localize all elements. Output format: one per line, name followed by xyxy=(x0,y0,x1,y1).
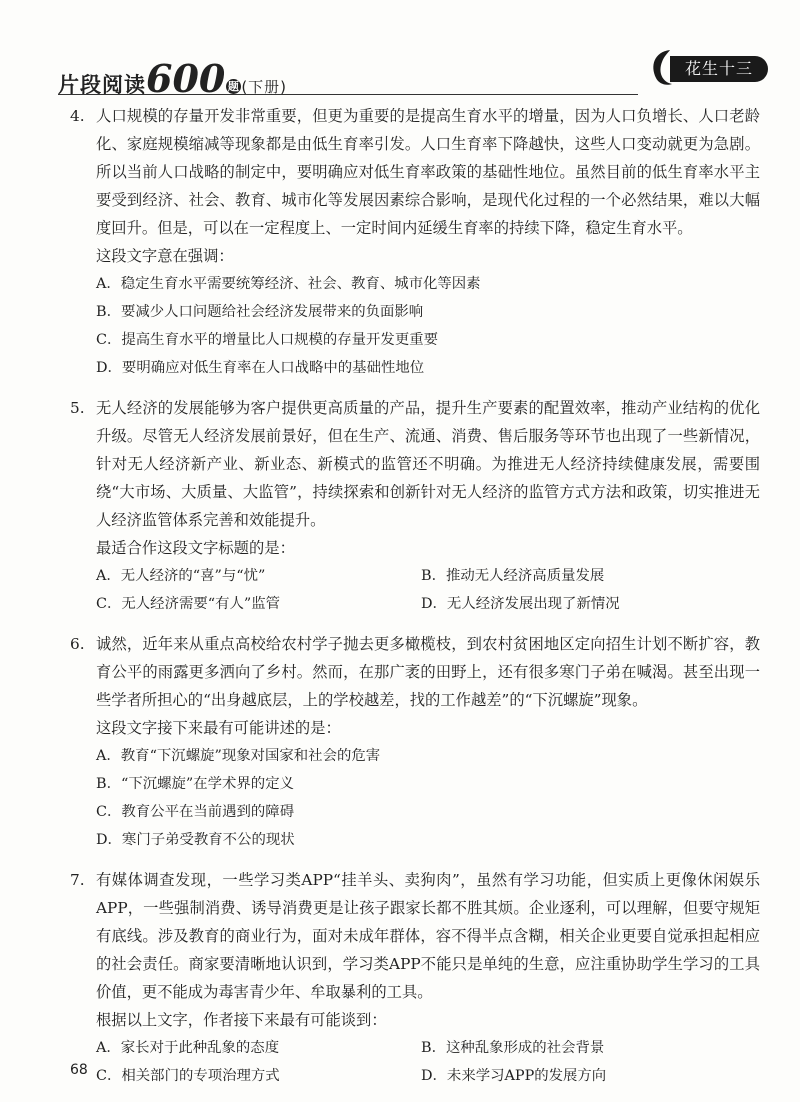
option-a[interactable]: A．稳定生育水平需要统筹经济、社会、教育、城市化等因素 xyxy=(96,276,481,292)
question-5 xyxy=(70,394,760,618)
question-body xyxy=(70,866,760,1006)
question-prompt: 这段文字接下来最有可能讲述的是： xyxy=(96,719,341,737)
question-text: 诚然，近年来从重点高校给农村学子抛去更多橄榄枝，到农村贫困地区定向招生计划不断扩容，教育公平的雨露更多洒向了乡村。然而，在那广袤的田野上，还有很多寒门子弟在喊渴。甚至出现一些学者所担心的“出身越底层，上的学校越差，找的工作越差”的“下沉螺旋”现象。 xyxy=(96,635,760,709)
option-c[interactable]: C．提高生育水平的增量比人口规模的存量开发更重要 xyxy=(96,332,438,348)
option-b[interactable]: B．推动无人经济高质量发展 xyxy=(421,568,605,584)
page-header xyxy=(58,38,770,101)
page-number: 68 xyxy=(70,1062,88,1078)
question-body xyxy=(70,394,760,534)
question-6 xyxy=(70,630,760,854)
option-c[interactable]: C．教育公平在当前遇到的障碍 xyxy=(96,804,295,820)
option-b[interactable]: B．这种乱象形成的社会背景 xyxy=(421,1040,605,1056)
option-b[interactable]: B．“下沉螺旋”在学术界的定义 xyxy=(96,776,294,792)
book-title-number: 600 xyxy=(146,56,226,101)
option-a[interactable]: A．家长对于此种乱象的态度 xyxy=(96,1040,280,1056)
question-prompt: 这段文字意在强调： xyxy=(96,247,234,265)
option-row xyxy=(70,1062,760,1090)
question-text: 人口规模的存量开发非常重要，但更为重要的是提高生育水平的增量，因为人口负增长、人口老龄化、家庭规模缩减等现象都是由低生育率引发。人口生育率下降越快，这些人口变动就更为急剧。所以当前人口战略的制定中，要明确应对低生育率政策的基础性地位。虽然目前的低生育率水平主要受到经济、社会、教育、城市化等发展因素综合影响，是现代化过程的一个必然结果，难以大幅度回升。但是，可以在一定程度上、一定时间内延缓生育率的持续下降，稳定生育水平。 xyxy=(96,107,760,237)
brand-logo xyxy=(648,48,770,88)
option-b[interactable]: B．要减少人口问题给社会经济发展带来的负面影响 xyxy=(96,304,424,320)
book-title-ti: 题 xyxy=(227,80,240,93)
option-a[interactable]: A．教育“下沉螺旋”现象对国家和社会的危害 xyxy=(96,748,381,764)
option-d[interactable]: D．寒门子弟受教育不公的现状 xyxy=(96,832,295,848)
question-7 xyxy=(70,866,760,1090)
option-d[interactable]: D．无人经济发展出现了新情况 xyxy=(421,596,620,612)
option-d[interactable]: D．要明确应对低生育率在人口战略中的基础性地位 xyxy=(96,360,425,376)
book-title-prefix: 片段阅读 xyxy=(58,73,146,97)
option-a[interactable]: A．无人经济的“喜”与“忧” xyxy=(96,568,266,584)
question-number: 4. xyxy=(70,107,85,125)
option-row xyxy=(70,562,760,590)
question-prompt: 根据以上文字，作者接下来最有可能谈到： xyxy=(96,1011,387,1029)
question-number: 7. xyxy=(70,871,85,889)
option-c[interactable]: C．相关部门的专项治理方式 xyxy=(96,1068,280,1084)
question-text: 无人经济的发展能够为客户提供更高质量的产品，提升生产要素的配置效率，推动产业结构的优化升级。尽管无人经济发展前景好，但在生产、流通、消费、售后服务等环节也出现了一些新情况，针对无人经济新产业、新业态、新模式的监管还不明确。为推进无人经济持续健康发展，需要围绕“大市场、大质量、大监管”，持续探索和创新针对无人经济的监管方式方法和政策，切实推进无人经济监管体系完善和效能提升。 xyxy=(96,399,760,529)
option-c[interactable]: C．无人经济需要“有人”监管 xyxy=(96,596,281,612)
question-prompt: 最适合作这段文字标题的是： xyxy=(96,539,295,557)
question-number: 6. xyxy=(70,635,85,653)
question-number: 5. xyxy=(70,399,85,417)
brand-label: 花生十三 xyxy=(670,56,768,82)
question-text: 有媒体调查发现，一些学习类APP“挂羊头、卖狗肉”，虽然有学习功能，但实质上更像休闲娱乐APP，一些强制消费、诱导消费更是让孩子跟家长都不胜其烦。企业逐利，可以理解，但要守规矩有底线。涉及教育的商业行为，面对未成年群体，容不得半点含糊，相关企业更要自觉承担起相应的社会责任。商家要清晰地认识到，学习类APP不能只是单纯的生意，应注重协助学生学习的工具价值，更不能成为毒害青少年、牟取暴利的工具。 xyxy=(96,871,760,1001)
option-row xyxy=(70,1034,760,1062)
option-row xyxy=(70,590,760,618)
question-body xyxy=(70,102,760,242)
option-d[interactable]: D．未来学习APP的发展方向 xyxy=(421,1068,607,1084)
question-list xyxy=(70,102,760,1102)
question-body xyxy=(70,630,760,714)
question-4 xyxy=(70,102,760,382)
header-rule xyxy=(58,94,638,95)
book-title-volume: (下册) xyxy=(241,78,288,96)
